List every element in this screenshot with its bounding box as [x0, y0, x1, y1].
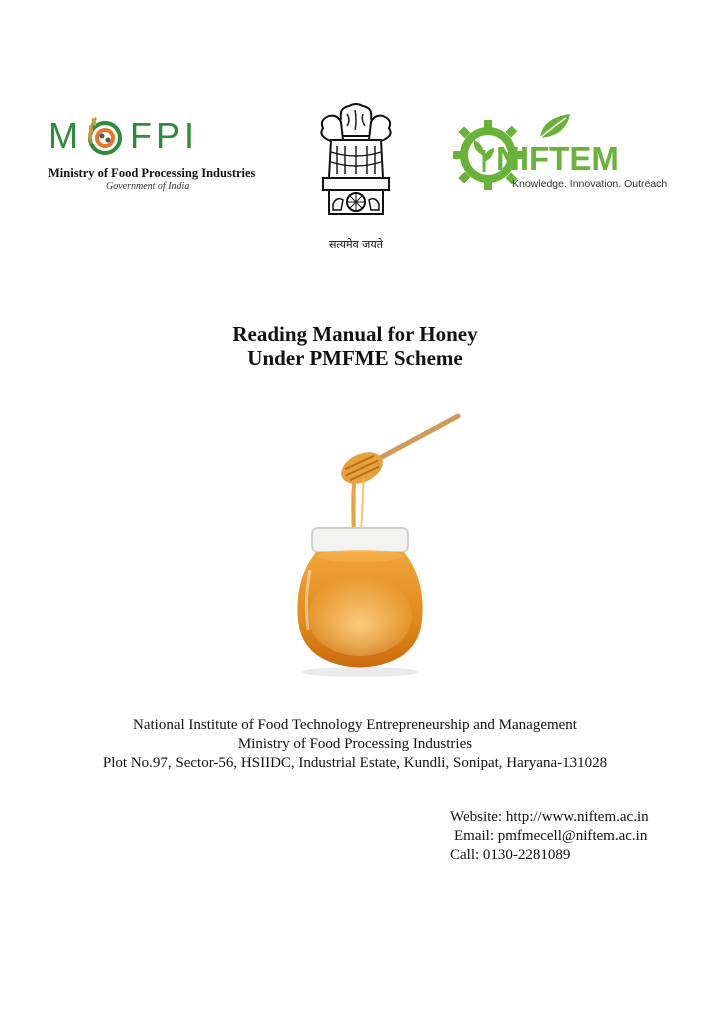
mofpi-letter-p: P [156, 115, 183, 156]
honey-jar-dipper-icon [280, 410, 470, 690]
mofpi-ministry-name: Ministry of Food Processing Industries [48, 166, 256, 180]
national-emblem-icon [311, 100, 401, 230]
contact-block [450, 808, 649, 865]
emblem-motto: सत्यमेव जयते [328, 238, 383, 251]
mofpi-letter-i: I [184, 115, 197, 156]
niftem-leaf-icon [536, 112, 576, 142]
postal-address: Plot No.97, Sector-56, HSIIDC, Industrial Estate, Kundli, Sonipat, Haryana-131028 [102, 755, 608, 771]
mofpi-wheat-gear-icon [82, 110, 128, 162]
niftem-wordmark: NIFTEM [496, 140, 619, 177]
national-emblem [308, 100, 404, 252]
mofpi-logo [48, 108, 256, 192]
mofpi-letter-f: F [130, 115, 154, 156]
mofpi-letter-m: M [48, 115, 80, 156]
niftem-logo [450, 110, 668, 200]
mofpi-wordmark [48, 108, 248, 164]
mofpi-government-label: Government of India [106, 181, 190, 192]
document-title [0, 322, 710, 370]
title-line-2: Under PMFME Scheme [247, 346, 463, 370]
email-line: Email: pmfmecell@niftem.ac.in [454, 828, 648, 844]
header-logos [0, 0, 710, 260]
niftem-tagline: Knowledge. Innovation. Outreach [512, 178, 668, 190]
institute-address [0, 716, 710, 773]
phone-line: Call: 0130-2281089 [450, 847, 571, 863]
ministry-name: Ministry of Food Processing Industries [237, 736, 473, 752]
title-line-1: Reading Manual for Honey [232, 322, 478, 346]
institute-name: National Institute of Food Technology Entrepreneurship and Management [133, 717, 577, 733]
website-line: Website: http://www.niftem.ac.in [450, 809, 649, 825]
